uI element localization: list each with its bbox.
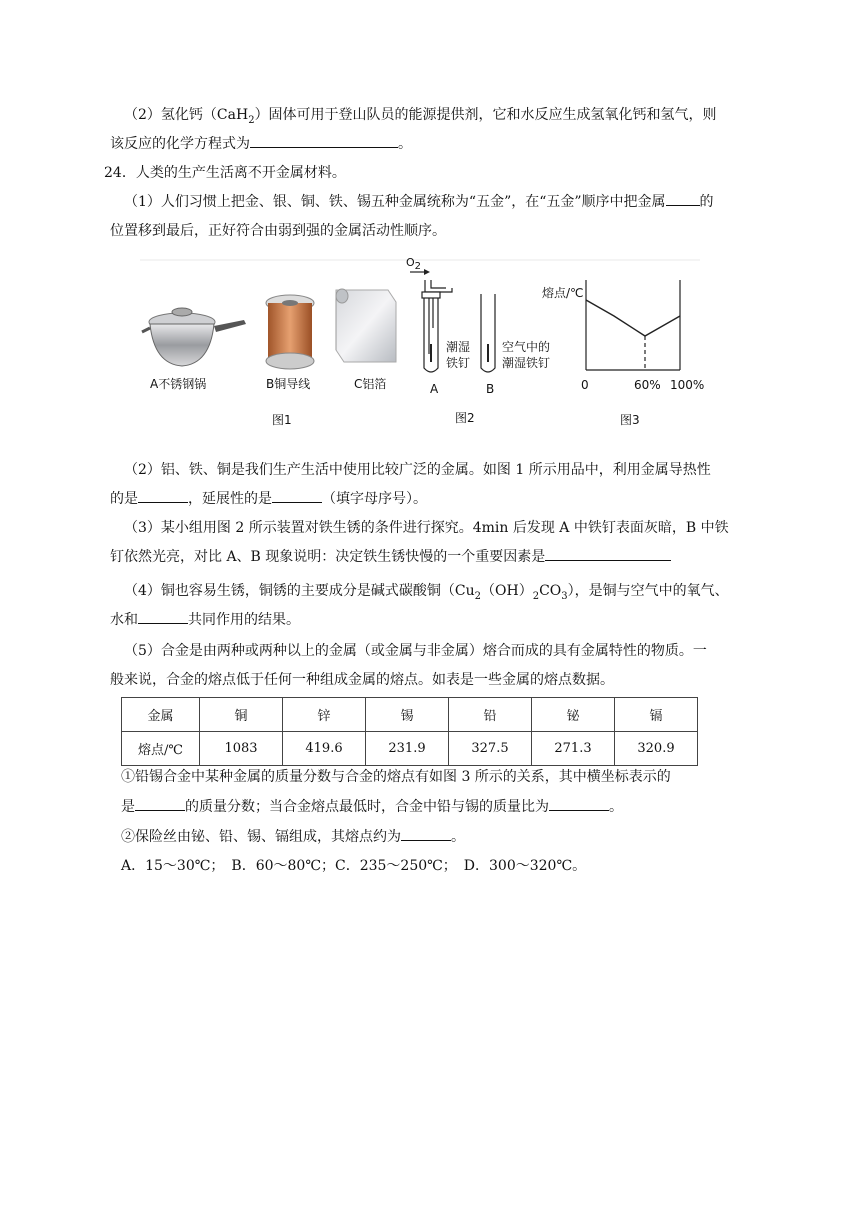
table-cell: 锌 [283,698,366,732]
fig2-b-label: B [486,382,495,396]
fig3-x100: 100% [670,378,705,392]
q24-2-line2 [110,488,760,510]
copper-wire-image [266,295,314,369]
answer-blank[interactable] [138,488,188,503]
text: ②保险丝由铋、铅、锡、镉组成，其熔点约为 [121,829,401,845]
fig2-caption: 图2 [455,411,475,425]
text: 该反应的化学方程式为 [110,136,250,152]
text: ）固体可用于登山队员的能源提供剂，它和水反应生成氢氧化钙和氢气，则 [254,107,717,123]
question-24-title: 24．人类的生产生活离不开金属材料。 [104,165,346,181]
q24-2-line1: （2）铝、铁、铜是我们生产生活中使用比较广泛的金属。如图 1 所示用品中，利用金属导热性 [124,462,711,478]
q24-3-line1: （3）某小组用图 2 所示装置对铁生锈的条件进行探究。4min 后发现 A 中铁钉表面灰暗，B 中铁 [124,520,729,536]
answer-blank[interactable] [549,796,609,811]
fig1-a-label: A不锈钢锅 [150,377,207,391]
table-cell: 铜 [200,698,283,732]
subscript: 2 [248,114,255,126]
q23-2-line2 [110,133,760,155]
text: 钉依然光亮，对比 A、B 现象说明：决定铁生锈快慢的一个重要因素是 [110,549,546,565]
fig1-b-label: B铜导线 [266,377,311,391]
fig3-ylabel: 熔点/℃ [542,286,584,300]
q24-5-line2: 般来说，合金的熔点低于任何一种组成金属的熔点。如表是一些金属的熔点数据。 [110,672,614,688]
fig2-a-text1: 潮湿 [446,340,471,354]
fig3-caption: 图3 [620,413,640,427]
answer-blank[interactable] [135,796,185,811]
table-cell: 419.6 [283,732,366,766]
fig2-o2-label: $O_2$ [406,256,422,273]
aluminum-foil-image [336,289,396,362]
fig2-b-text2: 潮湿铁钉 [502,356,551,370]
table-cell: 327.5 [449,732,532,766]
text: 是 [121,799,135,815]
table-cell: 231.9 [366,732,449,766]
answer-blank[interactable] [401,826,451,841]
text: ，延展性的是 [188,491,272,507]
table-cell: 锡 [366,698,449,732]
table-cell: 铋 [532,698,615,732]
q24-5-line1: （5）合金是由两种或两种以上的金属（或金属与非金属）熔合而成的具有金属特性的物质。一 [124,643,707,659]
answer-blank[interactable] [138,609,188,624]
q24-5-sub1-line1: ①铅锡合金中某种金属的质量分数与合金的熔点有如图 3 所示的关系，其中横坐标表示的 [121,769,671,785]
text: 。 [609,799,623,815]
answer-blank[interactable] [666,191,700,206]
table-cell: 金属 [122,698,200,732]
text: 的质量分数；当合金熔点最低时，合金中铅与锡的质量比为 [185,799,549,815]
melting-point-chart [586,280,680,370]
answer-blank[interactable] [272,488,322,503]
table-cell: 271.3 [532,732,615,766]
fig2-b-text1: 空气中的 [502,340,551,354]
q23-2-line1 [124,104,774,126]
fig3-x0: 0 [581,378,589,392]
text: （1）人们习惯上把金、银、铜、铁、锡五种金属统称为“五金”，在“五金”顺序中把金属 [124,194,666,210]
table-header-row [122,698,698,732]
table-row [122,732,698,766]
table-cell: 铅 [449,698,532,732]
q24-5-options: A．15～30℃； B．60～80℃；C．235～250℃； D．300～320℃。 [121,858,587,874]
melting-point-table [121,697,698,766]
fig1-c-label: C铝箔 [354,377,387,391]
answer-blank[interactable] [250,133,398,148]
table-cell: 镉 [615,698,698,732]
text: （填字母序号）。 [322,491,427,507]
text: 共同作用的结果。 [188,612,300,628]
answer-blank[interactable] [545,546,671,561]
q24-1-line2: 位置移到最后，正好符合由弱到强的金属活动性顺序。 [110,223,446,239]
q24-1-line1 [124,191,774,213]
q24-3-line2 [110,546,760,568]
figure-strip [140,256,705,398]
text: 的是 [110,491,138,507]
q24-5-sub1-line2 [121,796,771,818]
text: 。 [451,829,465,845]
text: （2）氢化钙（CaH [124,107,249,123]
stainless-pot-image [142,308,246,366]
table-cell: 320.9 [615,732,698,766]
text: 的 [699,194,714,210]
figures-svg [140,258,700,398]
fig1-caption: 图1 [272,413,292,427]
q24-5-sub2 [121,826,771,848]
table-cell: 1083 [200,732,283,766]
q24-4-line2 [110,609,760,631]
text: 水和 [110,612,138,628]
q24-4-line1: （4）铜也容易生锈，铜锈的主要成分是碱式碳酸铜$(Cu_2(OH)_2CO_3)$，是铜与空气中的氧气、 [124,583,729,602]
fig3-x60: 60% [634,378,661,392]
table-cell: 熔点/℃ [122,732,200,766]
text: 。 [398,136,412,152]
fig2-a-text2: 铁钉 [446,356,471,370]
fig2-a-label: A [430,382,439,396]
